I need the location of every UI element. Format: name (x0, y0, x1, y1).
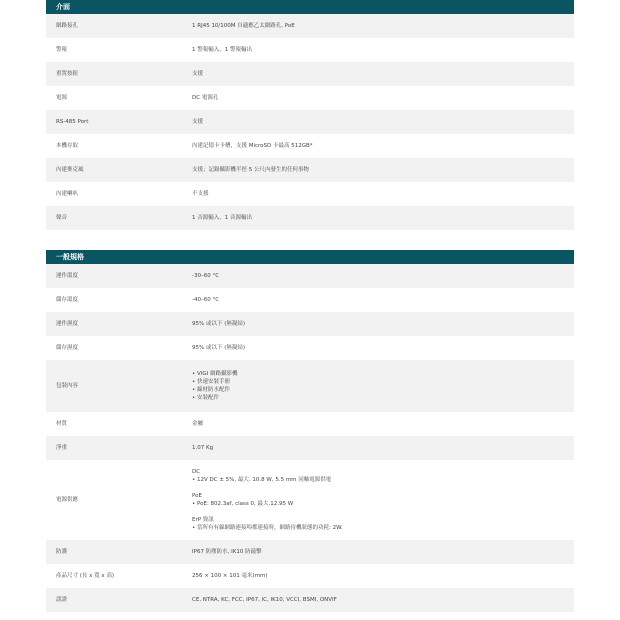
spec-value (192, 118, 574, 126)
spec-value (192, 272, 574, 280)
spec-label: 電源 (56, 95, 68, 101)
spec-value-line: 支援 (192, 71, 204, 77)
spec-row (46, 86, 574, 110)
spec-value-line: • PoE: 802.3af, class 0, 最大.12.95 W (192, 501, 294, 507)
spec-row (46, 588, 574, 612)
spec-label: 運作濕度 (56, 321, 79, 327)
spec-value-line: 不支援 (192, 191, 209, 197)
spec-value-line: PoE (192, 493, 202, 499)
spec-label: 聲音 (56, 215, 68, 221)
spec-value (192, 94, 574, 102)
spec-value (192, 214, 574, 222)
spec-row (46, 436, 574, 460)
spec-label: 材質 (56, 421, 68, 427)
spec-row (46, 206, 574, 230)
spec-label: 淨重 (56, 445, 68, 451)
spec-row (46, 182, 574, 206)
spec-value-line: • 12V DC ± 5%, 最大. 10.8 W, 5.5 mm 同軸電源供電 (192, 477, 332, 483)
spec-value-line: 1 音源輸入、1 音源輸出 (192, 215, 252, 221)
spec-section-general (46, 250, 574, 612)
spec-section-interface (46, 0, 574, 230)
spec-label: RS-485 Port (56, 119, 89, 125)
spec-value-line: CE, NTRA, KC, FCC, IP67, IC, IK10, VCCI, BSMI, ONVIF (192, 597, 337, 603)
spec-row (46, 540, 574, 564)
spec-value-line: ErP 資訊 (192, 517, 214, 523)
spec-value (192, 468, 574, 532)
spec-value-line: DC (192, 469, 201, 475)
spec-value-line: 1 RJ45 10/100M 自適應乙太網路孔, PoE (192, 23, 295, 29)
spec-label: 內建麥克風 (56, 167, 84, 173)
spec-value (192, 572, 574, 580)
spec-value-line: 95% 或以下 (無凝結) (192, 345, 246, 351)
spec-value-line: -40–60 °C (192, 297, 220, 303)
spec-value (192, 370, 574, 402)
spec-value-line: -30–60 °C (192, 273, 220, 279)
spec-value-line: 1.07 Kg (192, 445, 214, 451)
spec-value (192, 420, 574, 428)
spec-value-line: • 安裝配件 (192, 395, 219, 401)
spec-value-line: 支援；記錄攝影機半徑 5 公尺內發生的任何事物 (192, 167, 309, 173)
spec-value (192, 596, 574, 604)
spec-row (46, 264, 574, 288)
spec-row (46, 134, 574, 158)
spec-label: 本機存取 (56, 143, 79, 149)
spec-row (46, 110, 574, 134)
value-spacer (192, 508, 574, 516)
spec-value (192, 296, 574, 304)
spec-value (192, 46, 574, 54)
spec-label: 包裝內容 (56, 383, 79, 389)
spec-row (46, 288, 574, 312)
spec-value-line: 95% 或以下 (無凝結) (192, 321, 246, 327)
spec-value-line: 256 × 100 × 101 毫米(mm) (192, 573, 268, 579)
spec-label: 防護 (56, 549, 68, 555)
spec-value (192, 70, 574, 78)
spec-label: 認證 (56, 597, 68, 603)
spec-row (46, 158, 574, 182)
spec-row (46, 336, 574, 360)
spec-value (192, 548, 574, 556)
spec-value-line: 1 警報輸入、1 警報輸出 (192, 47, 252, 53)
spec-row (46, 38, 574, 62)
spec-value-line: IP67 防塵防水, IK10 防敲擊 (192, 549, 262, 555)
spec-value (192, 190, 574, 198)
spec-label: 儲存濕度 (56, 345, 79, 351)
spec-value (192, 320, 574, 328)
spec-row (46, 360, 574, 412)
spec-value-line: 支援 (192, 119, 204, 125)
spec-row (46, 312, 574, 336)
value-spacer (192, 484, 574, 492)
spec-value (192, 142, 574, 150)
spec-value (192, 22, 574, 30)
spec-value (192, 344, 574, 352)
spec-value-line: • 線材防水配件 (192, 387, 230, 393)
spec-value-line: • 當所有有線網路連接埠都連接時，網路待機狀態的功耗: 2W. (192, 525, 343, 531)
spec-value-line: • 快速安裝手冊 (192, 379, 230, 385)
spec-label: 重置按鈕 (56, 71, 79, 77)
spec-label: 電源供應 (56, 497, 79, 503)
spec-row (46, 62, 574, 86)
spec-value-line: 內建記憶卡卡槽，支援 MicroSD 卡最高 512GB* (192, 143, 313, 149)
spec-label: 運作溫度 (56, 273, 79, 279)
spec-row (46, 14, 574, 38)
spec-value (192, 444, 574, 452)
spec-label: 內建喇叭 (56, 191, 79, 197)
spec-label: 警報 (56, 47, 68, 53)
spec-row (46, 460, 574, 540)
spec-value-line: 金屬 (192, 421, 204, 427)
spec-row (46, 564, 574, 588)
spec-value-line: • VIGI 網路攝影機 (192, 371, 238, 377)
spec-value (192, 166, 574, 174)
spec-value-line: DC 電源孔 (192, 95, 219, 101)
spec-label: 網路接孔 (56, 23, 79, 29)
spec-label: 儲存溫度 (56, 297, 79, 303)
spec-row (46, 412, 574, 436)
spec-label: 產品尺寸 (長 x 寬 x 高) (56, 573, 115, 579)
section-header: 介面 (46, 0, 574, 14)
section-header: 一般規格 (46, 250, 574, 264)
